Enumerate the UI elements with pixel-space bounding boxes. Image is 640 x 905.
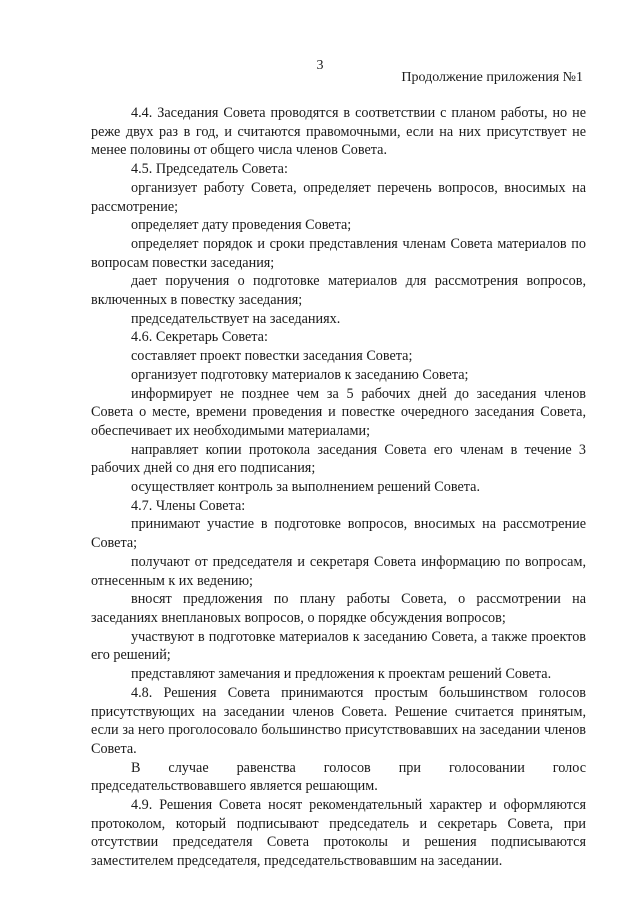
chair-duty-organize: организует работу Совета, определяет перечень вопросов, вносимых на рассмотрение; (91, 179, 586, 215)
chair-duty-instructions: дает поручения о подготовке материалов для рассмотрения вопросов, включенных в повестку заседания; (91, 273, 586, 309)
member-duty-participate: принимают участие в подготовке вопросов, вносимых на рассмотрение Совета; (91, 516, 586, 552)
member-duty-remarks: представляют замечания и предложения к проектам решений Совета. (131, 666, 552, 683)
secretary-duty-protocol: направляет копии протокола заседания Совета его членам в течение 3 рабочих дней со дня его подписания; (91, 441, 586, 477)
paragraph-4-7-heading: 4.7. Члены Совета: (131, 497, 246, 514)
page-number: 3 (316, 58, 324, 73)
member-duty-prepare: участвуют в подготовке материалов к заседанию Совета, а также проектов его решений; (91, 628, 586, 664)
chair-duty-date: определяет дату проведения Совета; (131, 217, 352, 234)
secretary-duty-inform: информирует не позднее чем за 5 рабочих дней до заседания членов Совета о месте, времени проведения и повестке очередного заседания Совета, обеспечивает их необходимыми материалами; (91, 385, 586, 439)
appendix-continuation-note: Продолжение приложения №1 (401, 70, 583, 85)
paragraph-4-9: 4.9. Решения Совета носят рекомендательный характер и оформляются протоколом, который подписывают председатель и секретарь Совета, при отсутствии председателя Совета протоколы и решения подписываются заместителем председателя, председательствовавшим на заседании. (91, 797, 586, 870)
chair-duty-deadlines: определяет порядок и сроки представления членам Совета материалов по вопросам повестки заседания; (91, 235, 586, 271)
paragraph-4-8: 4.8. Решения Совета принимаются простым большинством голосов присутствующих на заседании членов Совета. Решение считается принятым, если за него проголосовало большинство присутствовавших на заседании членов Совета. (91, 684, 586, 757)
paragraph-4-5-heading: 4.5. Председатель Совета: (131, 161, 288, 178)
paragraph-tie-vote: В случае равенства голосов при голосовании голос председательствовавшего является решающим. (91, 759, 586, 795)
paragraph-4-6-heading: 4.6. Секретарь Совета: (131, 329, 268, 346)
secretary-duty-agenda: составляет проект повестки заседания Совета; (131, 348, 413, 365)
chair-duty-preside: председательствует на заседаниях. (131, 310, 341, 327)
member-duty-propose: вносят предложения по плану работы Совета, о рассмотрении на заседаниях внеплановых вопросов, о порядке обсуждения вопросов; (91, 591, 586, 626)
member-duty-receive-info: получают от председателя и секретаря Совета информацию по вопросам, отнесенным к их ведению; (91, 553, 586, 589)
secretary-duty-materials: организует подготовку материалов к заседанию Совета; (131, 366, 469, 383)
paragraph-4-4: 4.4. Заседания Совета проводятся в соответствии с планом работы, но не реже двух раз в год, и считаются правомочными, если на них присутствует не менее половины от общего числа членов Совета. (91, 105, 586, 159)
document-body (91, 104, 586, 871)
secretary-duty-control: осуществляет контроль за выполнением решений Совета. (131, 479, 480, 496)
